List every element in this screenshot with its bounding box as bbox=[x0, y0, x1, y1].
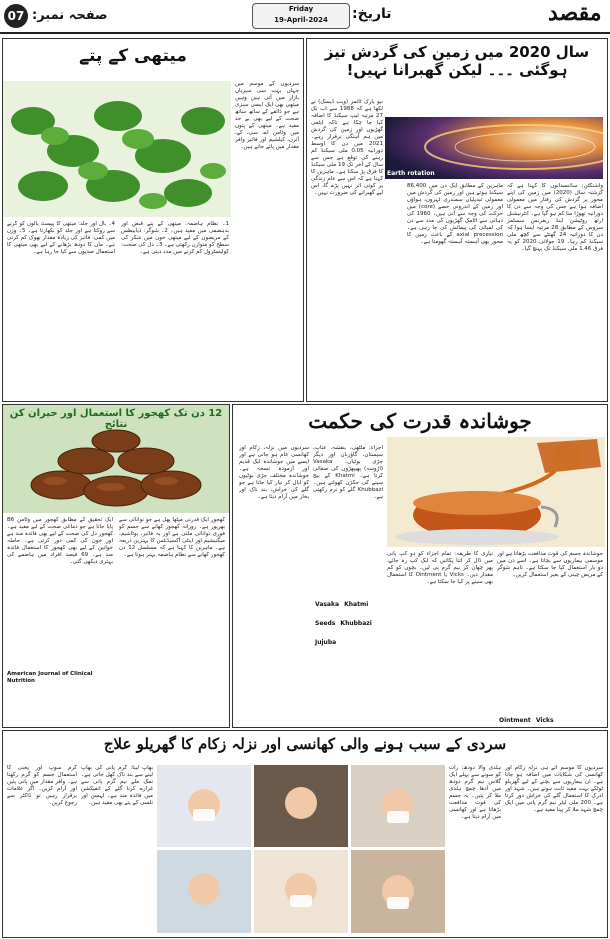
dates-text-2: ایک تحقیق کے مطابق کھجور میں وٹامن B6 پایا جاتا ہے جو دماغی صحت کے لیے مفید ہے۔ کھجور دل کی صحت کے لیے بھی فائدہ مند ہے اور خون کی کمی دور کرتی ہے۔ حاملہ خواتین کے لیے بھی کھجور کا استعمال فائدہ مند ہے۔ 69 فیصد افراد میں ہاضمے کی بہتری دیکھی گئی۔ bbox=[7, 517, 113, 565]
joshanda-article bbox=[232, 404, 608, 728]
earth-text-2: ماہرین کے مطابق ایک دن میں 86,400 سیکنڈ ہوتے ہیں اور زمین کی گردش میں معمولی تبدیلیاں سمندری لہروں، ہواؤں اور زمین کے اندرونی حصے (core) میں حرکت کی وجہ سے آتی ہیں۔ 1960 کی دہائی سے اٹامک گھڑیوں کی مدد سے دن کی لمبائی کی پیمائش کی جا رہی ہے۔ axial precession کے باعث زمین کا محور بھی آہستہ آہستہ گھومتا ہے۔ bbox=[407, 183, 503, 245]
earth-text-1: واشنگٹن: سائنسدانوں کا کہنا ہے کہ گزشتہ سال (2020) میں زمین کی اپنے محور پر گردش کی رفتار میں معمولی اضافہ ہوا ہے جس کی وجہ سے دن کا دورانیہ تھوڑا سا کم ہو گیا ہے۔ انٹرنیشنل ارتھ روٹیشن اینڈ ریفرنس سسٹمز سروس کے مطابق 28 مرتبہ ایسا ہوا کہ دن کا دورانیہ 24 گھنٹے سے کچھ ملی سیکنڈ کم رہا۔ 19 جولائی 2020 کو یہ فرق 1.46 ملی سیکنڈ تک پہنچ گیا۔ bbox=[507, 183, 603, 252]
joshanda-text-2: اجزاء: ملٹھی، بنفشہ، عناب، سپستان، گاؤزبان اور دیگر جڑی بوٹیاں۔ Vasaka (اڑوسہ) پھیپھڑوں کی صفائی کرتا ہے۔ Khatmi کے بیج سینے کی جکڑن کھولتے ہیں۔ Khubbazi گلے کو نرم رکھتی ہے۔ bbox=[313, 445, 383, 500]
methi-text-1: سردیوں کے موسم میں جہاں بہت سی سبزیاں بازار میں آتی ہیں وہیں میتھی بھی ایک ایسی سبزی ہے جو ذائقے کے ساتھ ساتھ صحت کے لیے بھی بے حد مفید ہے۔ میتھی کے پتوں میں وٹامن اے، سی، کے، آئرن، کیلشیم اور فائبر وافر مقدار میں پائے جاتے ہیں۔ bbox=[235, 81, 299, 150]
page-label: صفحہ نمبر: bbox=[32, 8, 108, 23]
dates-column-1 bbox=[119, 517, 225, 723]
methi-column-1 bbox=[235, 81, 299, 395]
earth-column-3 bbox=[311, 99, 383, 395]
earth-column-2 bbox=[407, 183, 503, 395]
cold-text-2: ہلدی والا دودھ: رات کو سونے سے پہلے ایک گلاس نیم گرم دودھ میں آدھا چمچ ہلدی ملا کر پئیں۔ یہ جسم کی قوت مدافعت بڑھاتا ہے اور کھانسی میں آرام دیتا ہے۔ bbox=[449, 765, 501, 820]
joshanda-ointment-labels bbox=[499, 707, 599, 726]
joshanda-text-1: سردیوں میں نزلہ، زکام اور کھانسی عام ہو جاتی ہے اور ایسے میں جوشاندہ ایک قدیم اور آزمودہ نسخہ ہے۔ جوشاندہ مختلف جڑی بوٹیوں کو ابال کر تیار کیا جاتا ہے جو گلے کی خراش، بند ناک اور بخار میں آرام دیتا ہے۔ bbox=[239, 445, 309, 500]
methi-article bbox=[2, 38, 304, 402]
joshanda-column-2 bbox=[313, 445, 383, 723]
cold-column-4 bbox=[7, 765, 77, 933]
methi-text-3: 4۔ بال اور جلد: میتھی کا پیسٹ بالوں کو گرنے سے روکتا ہے اور جلد کو نکھارتا ہے۔ 5۔ وزن میں کمی: فائبر کی زیادہ مقدار بھوک کم کرتی ہے۔ ماں کا دودھ بڑھانے کے لیے بھی میتھی کا استعمال صدیوں سے کیا جا رہا ہے۔ bbox=[7, 221, 115, 255]
dates-column-2 bbox=[7, 517, 113, 667]
date-label: 19-April-2024 bbox=[274, 16, 328, 24]
earth-text-3: نیو یارک ٹائمز (ویب ڈیسک) نے لکھا ہے کہ 1988 سے اب تک 27 مرتبہ لیپ سیکنڈ کا اضافہ کیا جا چکا ہے تاکہ ایٹمی گھڑیوں اور زمین کی گردش میں ہم آہنگی برقرار رہے۔ 2021 میں دن کا اوسط دورانیہ 0.05 ملی سیکنڈ کم رہنے کی توقع ہے جس سے سال کے آخر تک 19 ملی سیکنڈ کا فرق پڑ سکتا ہے۔ ماہرین کا کہنا ہے کہ اس سے عام زندگی پر کوئی اثر نہیں پڑے گا، اس لیے گھبرانے کی ضرورت نہیں۔ bbox=[311, 99, 383, 196]
label-khatmi: Khatmi bbox=[344, 601, 369, 608]
page-number-badge: 07 bbox=[4, 4, 28, 28]
earth-image-caption: Earth rotation bbox=[387, 170, 435, 177]
methi-leaves-image bbox=[3, 81, 231, 217]
cold-text-4: گرم سوپ اور یخنی کا استعمال جسم کو گرم رکھتا ہے۔ وافر مقدار میں پانی پئیں اور آرام کریں۔ اگر علامات برقرار رہیں تو ڈاکٹر سے رجوع کریں۔ bbox=[7, 765, 77, 806]
dates-article bbox=[2, 404, 230, 728]
label-jujuba: Jujuba bbox=[315, 639, 337, 646]
earth-article bbox=[306, 38, 608, 402]
label-seeds: Seeds bbox=[315, 620, 336, 627]
cold-column-3 bbox=[81, 765, 153, 933]
joshanda-article-title: جوشاندہ قدرت کی حکمت bbox=[308, 409, 532, 433]
dates-text-1: کھجور ایک قدرتی میٹھا پھل ہے جو توانائی سے بھرپور ہے۔ روزانہ کھجور کھانے سے جسم کو فوری توانائی ملتی ہے اور یہ فائبر، پوٹاشیم، میگنیشیم اور اینٹی آکسیڈنٹس کا بہترین ذریعہ ہے۔ ماہرین کا کہنا ہے کہ مسلسل 12 دن کھجور کھانے سے نظام ہاضمہ بہتر ہوتا ہے۔ bbox=[119, 517, 225, 558]
cold-remedy-article bbox=[2, 730, 608, 938]
joshanda-column-1 bbox=[239, 445, 309, 723]
cold-text-3: بھاپ لینا: گرم پانی کی بھاپ لینے سے بند ناک کھل جاتی ہے۔ نمک ملے نیم گرم پانی سے غرارے کرنا گلے کے انفیکشن میں فائدہ مند ہے۔ لہسن اور تلسی کے پتے بھی مفید ہیں۔ bbox=[81, 765, 153, 806]
label-khubbazi: Khubbazi bbox=[340, 620, 372, 627]
joshanda-text-3: تیاری کا طریقہ: تمام اجزاء کو دو کپ پانی میں ڈال کر اتنا پکائیں کہ ایک کپ رہ جائے، پھر چھان کر نیم گرم پی لیں۔ بچوں کو کم مقدار دیں۔ Vicks یا Ointment کا استعمال بھی سینے پر کیا جا سکتا ہے۔ bbox=[387, 551, 493, 585]
label-vicks: Vicks bbox=[535, 717, 554, 724]
joshanda-labels bbox=[315, 591, 381, 648]
earth-article-title: سال 2020 میں زمین کی گردش تیز ہوگئی ۔۔۔ لیکن گھبرانا نہیں! bbox=[324, 43, 590, 79]
methi-column-3 bbox=[7, 221, 115, 395]
cold-column-1 bbox=[505, 765, 603, 933]
cold-text-1: سردیوں کا موسم آتے ہی نزلہ زکام اور کھانسی کی شکایات میں اضافہ ہو جاتا ہے۔ ان بیماریوں سے بچنے کے لیے گھریلو ٹوٹکے بہت مفید ثابت ہوتے ہیں۔ شہد اور ادرک کا استعمال گلے کی خراش دور کرتا ہے۔ 200 ملی لیٹر نیم گرم پانی میں ایک چمچ شہد ملا کر پینا مفید ہے۔ bbox=[505, 765, 603, 813]
newspaper-logo: مقصد bbox=[548, 0, 602, 26]
dates-fruit-image bbox=[21, 425, 211, 511]
cold-column-2 bbox=[449, 765, 501, 933]
label-ointment: Ointment bbox=[499, 717, 531, 724]
masthead bbox=[0, 0, 610, 34]
date-box bbox=[252, 3, 350, 29]
methi-column-2 bbox=[121, 221, 229, 395]
sick-people-collage bbox=[157, 765, 445, 933]
label-vasaka: Vasaka bbox=[315, 601, 340, 608]
dates-image-panel bbox=[3, 405, 229, 513]
cold-article-title: سردی کے سبب ہونے والی کھانسی اور نزلہ زکام کا گھریلو علاج bbox=[103, 735, 507, 753]
joshanda-text-4: جوشاندہ جسم کی قوت مدافعت بڑھاتا ہے اور موسمی بیماریوں سے بچاتا ہے۔ اسے دن میں دو بار استعمال کیا جا سکتا ہے۔ تاہم شوگر کے مریض چینی کے بغیر استعمال کریں۔ bbox=[497, 551, 603, 578]
dates-journal-name: American Journal of Clinical Nutrition bbox=[7, 671, 93, 684]
methi-text-2: 1۔ نظام ہاضمہ: میتھی کے پتے قبض اور بدہضمی میں مفید ہیں۔ 2۔ شوگر: ذیابیطس کے مریضوں کے لیے میتھی خون میں شکر کی سطح کو متوازن رکھتی ہے۔ 3۔ دل کی صحت: کولیسٹرول کم کرنے میں مدد دیتی ہے۔ bbox=[121, 221, 229, 255]
earth-column-1 bbox=[507, 183, 603, 395]
date-caption: تاریخ: bbox=[352, 6, 392, 22]
herbal-tea-image bbox=[387, 437, 605, 547]
dates-article-title: 12 دن تک کھجور کا استعمال اور حیران کن نتائج bbox=[9, 408, 223, 430]
methi-article-title: میتھی کے پتے bbox=[79, 46, 187, 66]
joshanda-column-4 bbox=[497, 551, 603, 723]
day-label: Friday bbox=[288, 5, 314, 13]
joshanda-column-3 bbox=[387, 551, 493, 723]
